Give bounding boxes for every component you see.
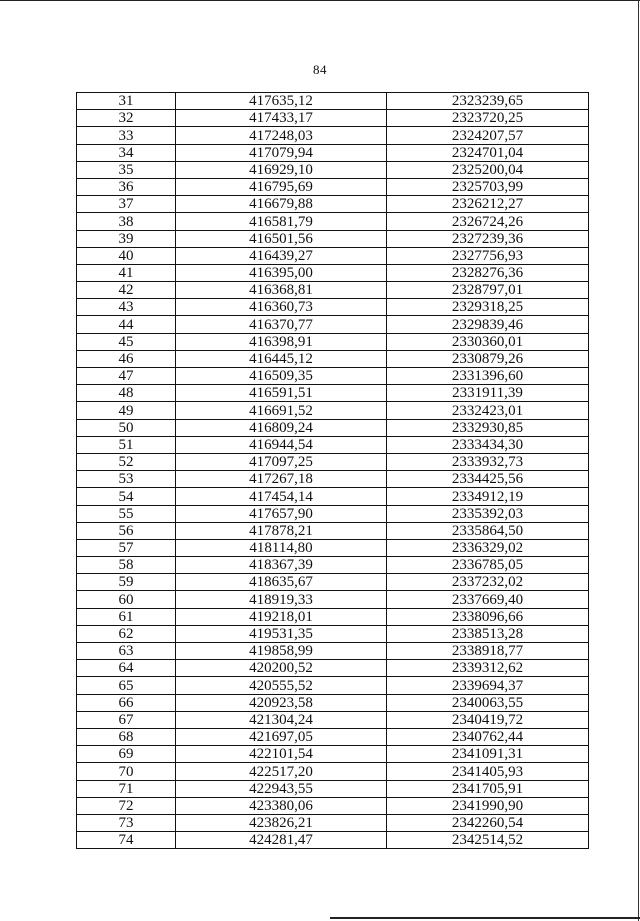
x-coordinate-cell: 417097,25: [176, 453, 387, 470]
y-coordinate-cell: 2339312,62: [387, 660, 589, 677]
table-row: [77, 368, 589, 385]
y-coordinate-cell: 2333932,73: [387, 453, 589, 470]
x-coordinate-cell: 422517,20: [176, 763, 387, 780]
table-row: [77, 677, 589, 694]
y-coordinate-cell: 2336329,02: [387, 539, 589, 556]
table-row: [77, 643, 589, 660]
table-row: [77, 93, 589, 110]
y-coordinate-cell: 2327239,36: [387, 230, 589, 247]
point-number-cell: 58: [77, 557, 176, 574]
y-coordinate-cell: 2342260,54: [387, 814, 589, 831]
table-row: [77, 505, 589, 522]
y-coordinate-cell: 2325200,04: [387, 161, 589, 178]
y-coordinate-cell: 2327756,93: [387, 247, 589, 264]
table-row: [77, 625, 589, 642]
y-coordinate-cell: 2341405,93: [387, 763, 589, 780]
point-number-cell: 61: [77, 608, 176, 625]
y-coordinate-cell: 2339694,37: [387, 677, 589, 694]
table-row: [77, 350, 589, 367]
y-coordinate-cell: 2341990,90: [387, 797, 589, 814]
point-number-cell: 64: [77, 660, 176, 677]
y-coordinate-cell: 2335392,03: [387, 505, 589, 522]
table-row: [77, 247, 589, 264]
y-coordinate-cell: 2333434,30: [387, 436, 589, 453]
x-coordinate-cell: 417635,12: [176, 93, 387, 110]
table-row: [77, 402, 589, 419]
point-number-cell: 47: [77, 368, 176, 385]
point-number-cell: 52: [77, 453, 176, 470]
point-number-cell: 37: [77, 196, 176, 213]
table-row: [77, 694, 589, 711]
x-coordinate-cell: 417657,90: [176, 505, 387, 522]
x-coordinate-cell: 418919,33: [176, 591, 387, 608]
x-coordinate-cell: 422943,55: [176, 780, 387, 797]
table-row: [77, 453, 589, 470]
table-row: [77, 419, 589, 436]
x-coordinate-cell: 417433,17: [176, 110, 387, 127]
point-number-cell: 67: [77, 711, 176, 728]
table-row: [77, 436, 589, 453]
point-number-cell: 70: [77, 763, 176, 780]
x-coordinate-cell: 416509,35: [176, 368, 387, 385]
y-coordinate-cell: 2328797,01: [387, 282, 589, 299]
table-row: [77, 591, 589, 608]
table-row: [77, 333, 589, 350]
point-number-cell: 53: [77, 471, 176, 488]
x-coordinate-cell: 417878,21: [176, 522, 387, 539]
point-number-cell: 55: [77, 505, 176, 522]
page-edge-right: [638, 0, 639, 921]
x-coordinate-cell: 418367,39: [176, 557, 387, 574]
table-row: [77, 711, 589, 728]
point-number-cell: 62: [77, 625, 176, 642]
page-edge-bottom: [330, 917, 640, 919]
table-row: [77, 144, 589, 161]
y-coordinate-cell: 2325703,99: [387, 178, 589, 195]
x-coordinate-cell: 416395,00: [176, 264, 387, 281]
x-coordinate-cell: 416795,69: [176, 178, 387, 195]
y-coordinate-cell: 2326724,26: [387, 213, 589, 230]
point-number-cell: 68: [77, 728, 176, 745]
table-row: [77, 196, 589, 213]
point-number-cell: 50: [77, 419, 176, 436]
point-number-cell: 45: [77, 333, 176, 350]
point-number-cell: 34: [77, 144, 176, 161]
y-coordinate-cell: 2338096,66: [387, 608, 589, 625]
y-coordinate-cell: 2331911,39: [387, 385, 589, 402]
point-number-cell: 38: [77, 213, 176, 230]
coordinates-table-body: [77, 93, 589, 849]
x-coordinate-cell: 416368,81: [176, 282, 387, 299]
table-row: [77, 763, 589, 780]
table-row: [77, 471, 589, 488]
y-coordinate-cell: 2324701,04: [387, 144, 589, 161]
point-number-cell: 56: [77, 522, 176, 539]
x-coordinate-cell: 418635,67: [176, 574, 387, 591]
y-coordinate-cell: 2340762,44: [387, 728, 589, 745]
table-row: [77, 299, 589, 316]
table-row: [77, 488, 589, 505]
table-row: [77, 522, 589, 539]
y-coordinate-cell: 2323720,25: [387, 110, 589, 127]
table-row: [77, 814, 589, 831]
x-coordinate-cell: 416691,52: [176, 402, 387, 419]
point-number-cell: 44: [77, 316, 176, 333]
point-number-cell: 32: [77, 110, 176, 127]
y-coordinate-cell: 2334425,56: [387, 471, 589, 488]
y-coordinate-cell: 2341091,31: [387, 746, 589, 763]
table-row: [77, 746, 589, 763]
x-coordinate-cell: 416501,56: [176, 230, 387, 247]
x-coordinate-cell: 416581,79: [176, 213, 387, 230]
y-coordinate-cell: 2329839,46: [387, 316, 589, 333]
y-coordinate-cell: 2331396,60: [387, 368, 589, 385]
coordinates-table: [76, 92, 589, 849]
x-coordinate-cell: 419218,01: [176, 608, 387, 625]
x-coordinate-cell: 423826,21: [176, 814, 387, 831]
y-coordinate-cell: 2324207,57: [387, 127, 589, 144]
point-number-cell: 36: [77, 178, 176, 195]
x-coordinate-cell: 416360,73: [176, 299, 387, 316]
y-coordinate-cell: 2340063,55: [387, 694, 589, 711]
table-row: [77, 282, 589, 299]
point-number-cell: 48: [77, 385, 176, 402]
point-number-cell: 66: [77, 694, 176, 711]
point-number-cell: 40: [77, 247, 176, 264]
y-coordinate-cell: 2336785,05: [387, 557, 589, 574]
x-coordinate-cell: 421697,05: [176, 728, 387, 745]
y-coordinate-cell: 2328276,36: [387, 264, 589, 281]
x-coordinate-cell: 416370,77: [176, 316, 387, 333]
point-number-cell: 71: [77, 780, 176, 797]
x-coordinate-cell: 416944,54: [176, 436, 387, 453]
table-row: [77, 539, 589, 556]
table-row: [77, 178, 589, 195]
x-coordinate-cell: 416809,24: [176, 419, 387, 436]
x-coordinate-cell: 416445,12: [176, 350, 387, 367]
table-row: [77, 213, 589, 230]
y-coordinate-cell: 2323239,65: [387, 93, 589, 110]
point-number-cell: 57: [77, 539, 176, 556]
x-coordinate-cell: 419858,99: [176, 643, 387, 660]
table-row: [77, 385, 589, 402]
point-number-cell: 31: [77, 93, 176, 110]
x-coordinate-cell: 417267,18: [176, 471, 387, 488]
x-coordinate-cell: 420555,52: [176, 677, 387, 694]
y-coordinate-cell: 2337232,02: [387, 574, 589, 591]
table-row: [77, 161, 589, 178]
table-row: [77, 780, 589, 797]
x-coordinate-cell: 421304,24: [176, 711, 387, 728]
point-number-cell: 35: [77, 161, 176, 178]
y-coordinate-cell: 2334912,19: [387, 488, 589, 505]
y-coordinate-cell: 2340419,72: [387, 711, 589, 728]
y-coordinate-cell: 2329318,25: [387, 299, 589, 316]
table-row: [77, 608, 589, 625]
y-coordinate-cell: 2338918,77: [387, 643, 589, 660]
point-number-cell: 74: [77, 832, 176, 849]
point-number-cell: 39: [77, 230, 176, 247]
y-coordinate-cell: 2337669,40: [387, 591, 589, 608]
table-row: [77, 832, 589, 849]
point-number-cell: 63: [77, 643, 176, 660]
table-row: [77, 574, 589, 591]
y-coordinate-cell: 2342514,52: [387, 832, 589, 849]
x-coordinate-cell: 417079,94: [176, 144, 387, 161]
point-number-cell: 51: [77, 436, 176, 453]
point-number-cell: 49: [77, 402, 176, 419]
y-coordinate-cell: 2330360,01: [387, 333, 589, 350]
point-number-cell: 46: [77, 350, 176, 367]
table-row: [77, 316, 589, 333]
point-number-cell: 41: [77, 264, 176, 281]
x-coordinate-cell: 419531,35: [176, 625, 387, 642]
x-coordinate-cell: 420923,58: [176, 694, 387, 711]
x-coordinate-cell: 420200,52: [176, 660, 387, 677]
x-coordinate-cell: 418114,80: [176, 539, 387, 556]
x-coordinate-cell: 416591,51: [176, 385, 387, 402]
x-coordinate-cell: 422101,54: [176, 746, 387, 763]
page-edge-top: [0, 0, 640, 1]
x-coordinate-cell: 416398,91: [176, 333, 387, 350]
point-number-cell: 33: [77, 127, 176, 144]
x-coordinate-cell: 416679,88: [176, 196, 387, 213]
table-row: [77, 557, 589, 574]
y-coordinate-cell: 2335864,50: [387, 522, 589, 539]
point-number-cell: 42: [77, 282, 176, 299]
x-coordinate-cell: 417248,03: [176, 127, 387, 144]
point-number-cell: 65: [77, 677, 176, 694]
y-coordinate-cell: 2341705,91: [387, 780, 589, 797]
y-coordinate-cell: 2330879,26: [387, 350, 589, 367]
y-coordinate-cell: 2332423,01: [387, 402, 589, 419]
point-number-cell: 72: [77, 797, 176, 814]
point-number-cell: 69: [77, 746, 176, 763]
table-row: [77, 660, 589, 677]
table-row: [77, 230, 589, 247]
y-coordinate-cell: 2326212,27: [387, 196, 589, 213]
x-coordinate-cell: 416439,27: [176, 247, 387, 264]
table-row: [77, 110, 589, 127]
table-row: [77, 127, 589, 144]
x-coordinate-cell: 416929,10: [176, 161, 387, 178]
point-number-cell: 43: [77, 299, 176, 316]
point-number-cell: 59: [77, 574, 176, 591]
point-number-cell: 54: [77, 488, 176, 505]
table-row: [77, 797, 589, 814]
table-row: [77, 264, 589, 281]
y-coordinate-cell: 2338513,28: [387, 625, 589, 642]
y-coordinate-cell: 2332930,85: [387, 419, 589, 436]
x-coordinate-cell: 417454,14: [176, 488, 387, 505]
point-number-cell: 60: [77, 591, 176, 608]
page-number: 84: [313, 62, 327, 77]
x-coordinate-cell: 423380,06: [176, 797, 387, 814]
point-number-cell: 73: [77, 814, 176, 831]
x-coordinate-cell: 424281,47: [176, 832, 387, 849]
table-row: [77, 728, 589, 745]
